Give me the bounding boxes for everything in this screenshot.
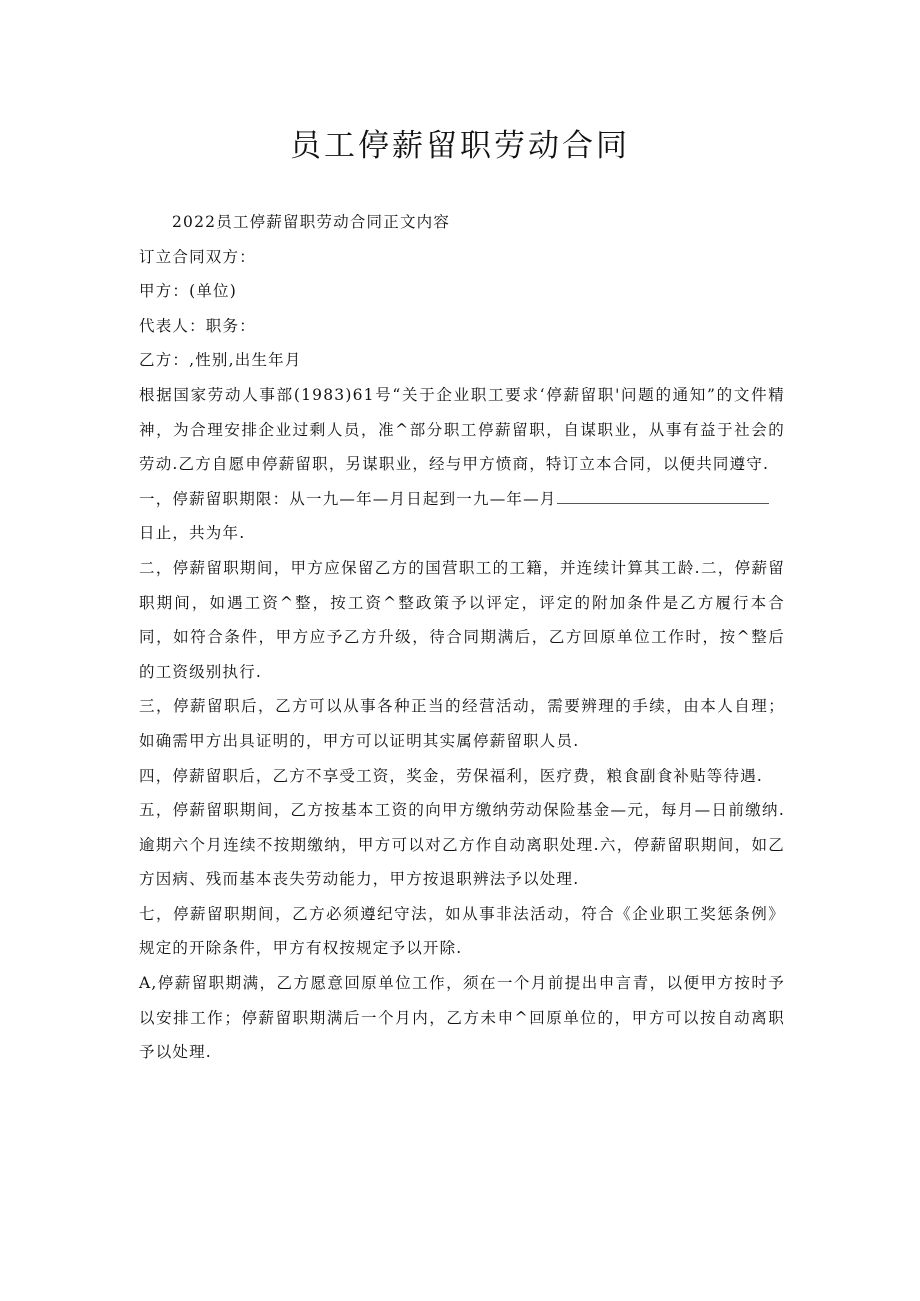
parties-heading: 订立合同双方：	[139, 247, 256, 266]
clause-1-line	[139, 482, 785, 517]
clause-2-paragraph: 二，停薪留职期间，甲方应保留乙方的国营职工的工籍，并连续计算其工龄.二，停薪留职期间，如遇工资^整，按工资^整政策予以评定，评定的附加条件是乙方履行本合同，如符合条件，甲方应予乙方升级，待合同期满后，乙方回原单位工作时，按^整后的工资级别执行.	[139, 558, 785, 681]
party-a-line: 甲方：(单位)	[139, 282, 237, 301]
date-blank-field	[557, 489, 769, 504]
representative-line: 代表人：职务：	[139, 316, 256, 335]
clause-5-paragraph: 五，停薪留职期间，乙方按基本工资的向甲方缴纳劳动保险基金—元，每月—日前缴纳.逾期六个月连续不按期缴纳，甲方可以对乙方作自动离职处理.六，停薪留职期间，如乙方因病、残而基本丧失劳动能力，甲方按退职辨法予以处理.	[139, 801, 785, 889]
clause-4-paragraph: 四，停薪留职后，乙方不享受工资，奖金，劳保福利，医疗费，粮食副食补贴等待遇.	[139, 766, 764, 785]
preamble-paragraph: 根据国家劳动人事部(1983)61号“关于企业职工要求‘停薪留职'问题的通知”的文件精神，为合理安排企业过剩人员，准^部分职工停薪留职，自谋职业，从事有益于社会的劳动.乙方自愿申停薪留职，另谋职业，经与甲方愤商，特订立本合同，以便共同遵守.	[139, 385, 785, 474]
party-b-line: 乙方：,性别,出生年月	[139, 351, 302, 370]
clause-7-paragraph: 七，停薪留职期间，乙方必须遵纪守法，如从事非法活动，符合《企业职工奖惩条例》规定的开除条件，甲方有权按规定予以开除.	[139, 904, 785, 958]
clause-3-paragraph: 三，停薪留职后，乙方可以从事各种正当的经营活动，需要辨理的手续，由本人自理；如确需甲方出具证明的，甲方可以证明其实属停薪留职人员.	[139, 697, 785, 750]
clause-8-paragraph: A,停薪留职期满，乙方愿意回原单位工作，须在一个月前提出申言青，以便甲方按时予以安排工作；停薪留职期满后一个月内，乙方未申^回原单位的，甲方可以按自动离职予以处理.	[139, 974, 785, 1062]
clause-1-end: 日止，共为年.	[139, 524, 246, 543]
document-body	[139, 205, 785, 1070]
clause-1-start: 一，停薪留职期限：从一九—年—月日起到一九—年—月	[139, 489, 557, 508]
document-title: 员工停薪留职劳动合同	[290, 128, 630, 164]
document-subtitle: 2022员工停薪留职劳动合同正文内容	[172, 213, 451, 231]
